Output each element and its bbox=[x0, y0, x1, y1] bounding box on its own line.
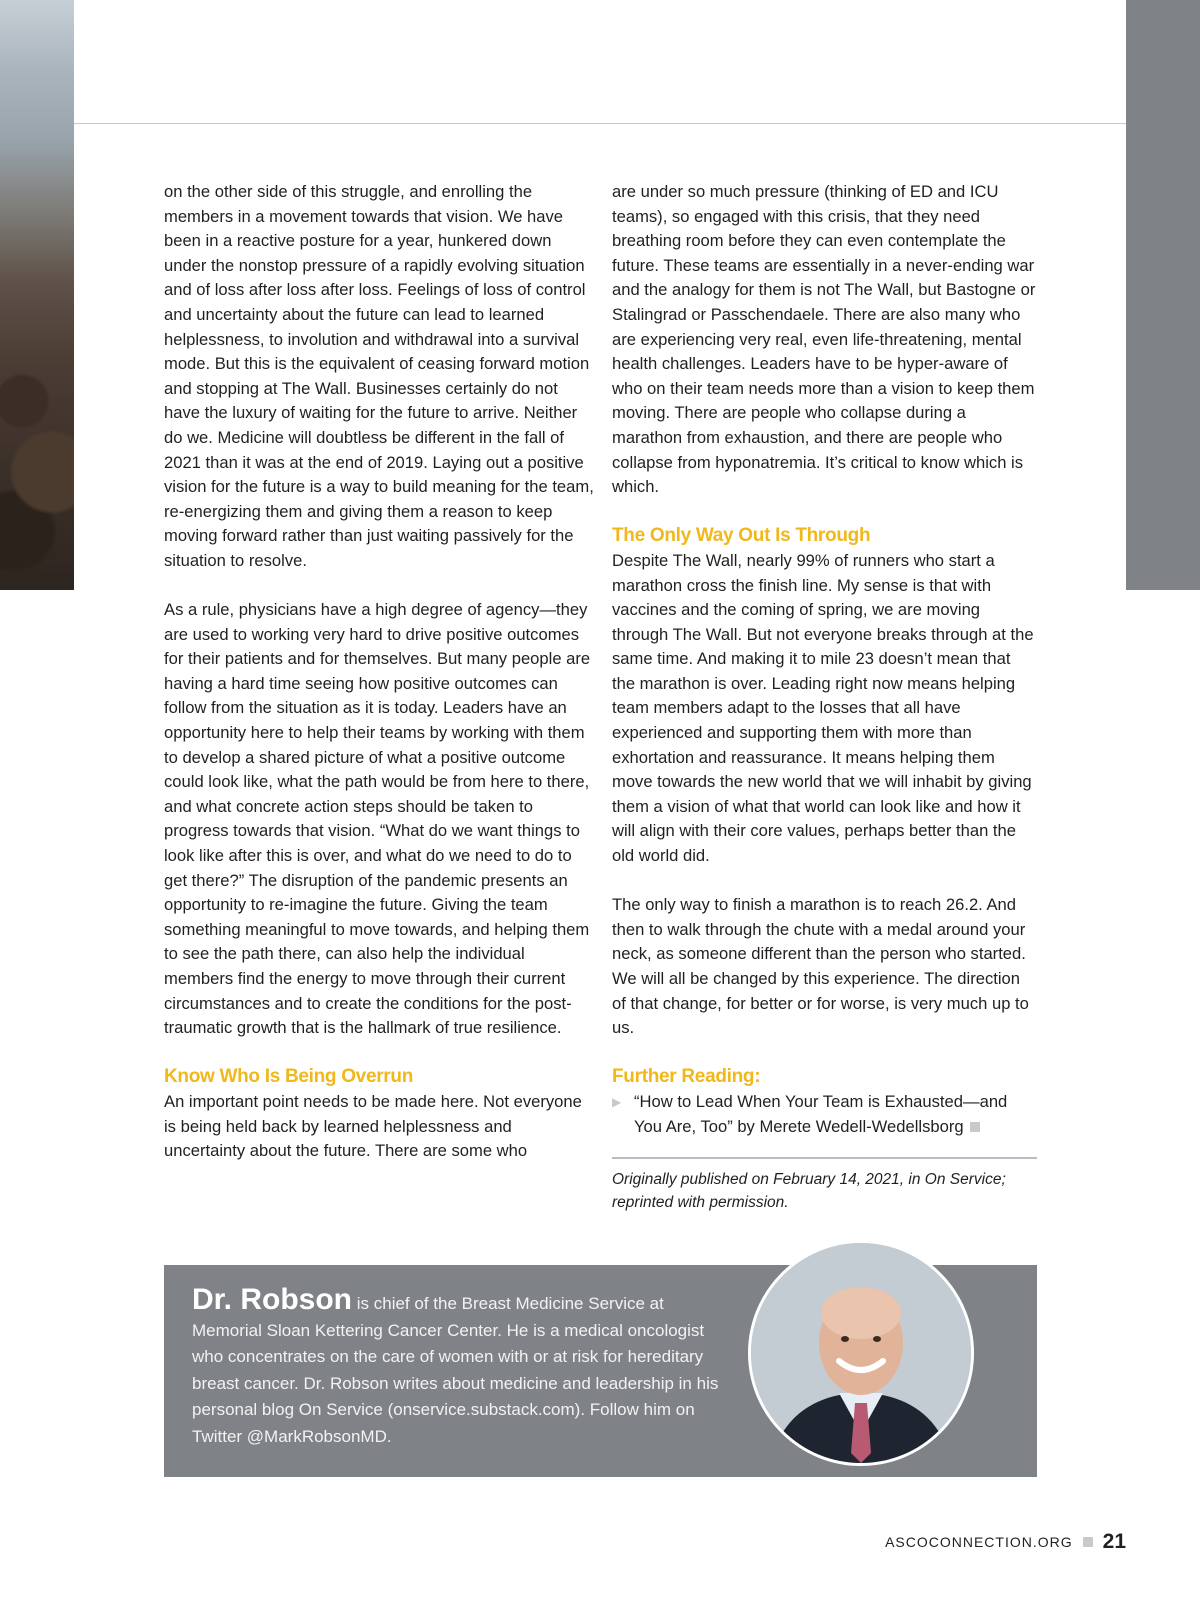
further-reading-item[interactable] bbox=[612, 1090, 1037, 1139]
site-url[interactable]: ASCOCONNECTION.ORG bbox=[885, 1534, 1073, 1550]
side-color-bar bbox=[1126, 0, 1200, 590]
page-footer bbox=[885, 1530, 1126, 1554]
top-divider bbox=[74, 123, 1126, 124]
publication-credit: Originally published on February 14, 2021, in On Service; reprinted with permission. bbox=[612, 1171, 1006, 1211]
article-right-column bbox=[612, 180, 1037, 1239]
author-portrait-illustration bbox=[751, 1243, 971, 1463]
author-name: Dr. Robson bbox=[192, 1283, 353, 1316]
background-landscape-photo bbox=[0, 0, 74, 590]
article-left-column bbox=[164, 180, 594, 1188]
separator-square-icon bbox=[1083, 1537, 1093, 1547]
credit-divider bbox=[612, 1157, 1037, 1159]
author-bio bbox=[192, 1283, 722, 1451]
further-reading-title[interactable]: “How to Lead When Your Team is Exhausted—and You Are, Too” by Merete Wedell-Wedellsborg bbox=[634, 1091, 1008, 1136]
body-paragraph: Despite The Wall, nearly 99% of runners who start a marathon cross the finish line. My sense is that with vaccines and the coming of spring, we are moving through The Wall. But not everyone breaks through at the same time. And making it to mile 23 doesn’t mean that the marathon is over. Leading right now means helping team members adapt to the losses that all have experienced and supporting them with more than exhortation and reassurance. It means helping them move towards the new world that we will inhabit by giving them a vision of what that world can look like and how it will align with their core values, perhaps better than the old world did. bbox=[612, 550, 1034, 866]
body-paragraph: are under so much pressure (thinking of ED and ICU teams), so engaged with this crisis, that they need breathing room before they can even contemplate the future. These teams are essentially in a never-ending war and the analogy for them is not The Wall, but Bastogne or Stalingrad or Passchendaele. There are also many who are experiencing very real, even life-threatening, mental health challenges. Leaders have to be hyper-aware of who on their team needs more than a vision to keep them moving. There are people who collapse during a marathon from exhaustion, and there are people who collapse from hyponatremia. It’s critical to know which is which. bbox=[612, 182, 1036, 497]
author-bio-text: is chief of the Breast Medicine Service at Memorial Sloan Kettering Cancer Center. He is a medical oncologist who concentrates on the care of women with or at risk for hereditary breast cancer. Dr. Robson writes about medicine and leadership in his personal blog On Service (onservice.substack.com). Follow him on Twitter @MarkRobsonMD. bbox=[192, 1294, 719, 1446]
section-heading: Know Who Is Being Overrun bbox=[164, 1066, 414, 1088]
body-paragraph: As a rule, physicians have a high degree of agency—they are used to working very hard to drive positive outcomes for their patients and for themselves. But many people are having a hard time seeing how positive outcomes can follow from the situation as it is today. Leaders have an opportunity here to help their teams by working with them to develop a shared picture of what a positive outcome could look like, what the path would be from here to there, and what concrete action steps should be taken to progress towards that vision. “What do we want things to look like after this is over, and what do we need to do to get there?” The disruption of the pandemic presents an opportunity to re-imagine the future. Giving the team something meaningful to move towards, and helping them to see the path there, can also help the individual members find the energy to move through their current circumstances and to create the conditions for the post-traumatic growth that is the hallmark of true resilience. bbox=[164, 600, 591, 1038]
further-reading-link[interactable] bbox=[634, 1090, 1037, 1139]
section-heading: The Only Way Out Is Through bbox=[612, 525, 871, 547]
body-paragraph: An important point needs to be made here. Not everyone is being held back by learned helplessness and uncertainty about the future. There are some who bbox=[164, 1091, 582, 1161]
end-mark-icon bbox=[970, 1122, 980, 1132]
triangle-bullet-icon: ▶ bbox=[612, 1094, 622, 1109]
further-reading-heading: Further Reading: bbox=[612, 1066, 761, 1088]
body-paragraph: on the other side of this struggle, and enrolling the members in a movement towards that vision. We have been in a reactive posture for a year, hunkered down under the nonstop pressure of a rapidly evolving situation and of loss after loss after loss. Feelings of loss of control and uncertainty about the future can lead to learned helplessness, to involution and withdrawal into a survival mode. But this is the equivalent of ceasing forward motion and stopping at The Wall. Businesses certainly do not have the luxury of waiting for the future to arrive. Neither do we. Medicine will doubtless be different in the fall of 2021 than it was at the end of 2019. Laying out a positive vision for the future is a way to build meaning for the team, re-energizing them and giving them a reason to keep moving forward rather than just waiting passively for the situation to resolve. bbox=[164, 182, 594, 570]
body-paragraph: The only way to finish a marathon is to reach 26.2. And then to walk through the chute with a medal around your neck, as someone different than the person who started. We will all be changed by this experience. The direction of that change, for better or for worse, is very much up to us. bbox=[612, 895, 1029, 1038]
author-portrait bbox=[748, 1240, 974, 1466]
page-number: 21 bbox=[1102, 1530, 1126, 1553]
